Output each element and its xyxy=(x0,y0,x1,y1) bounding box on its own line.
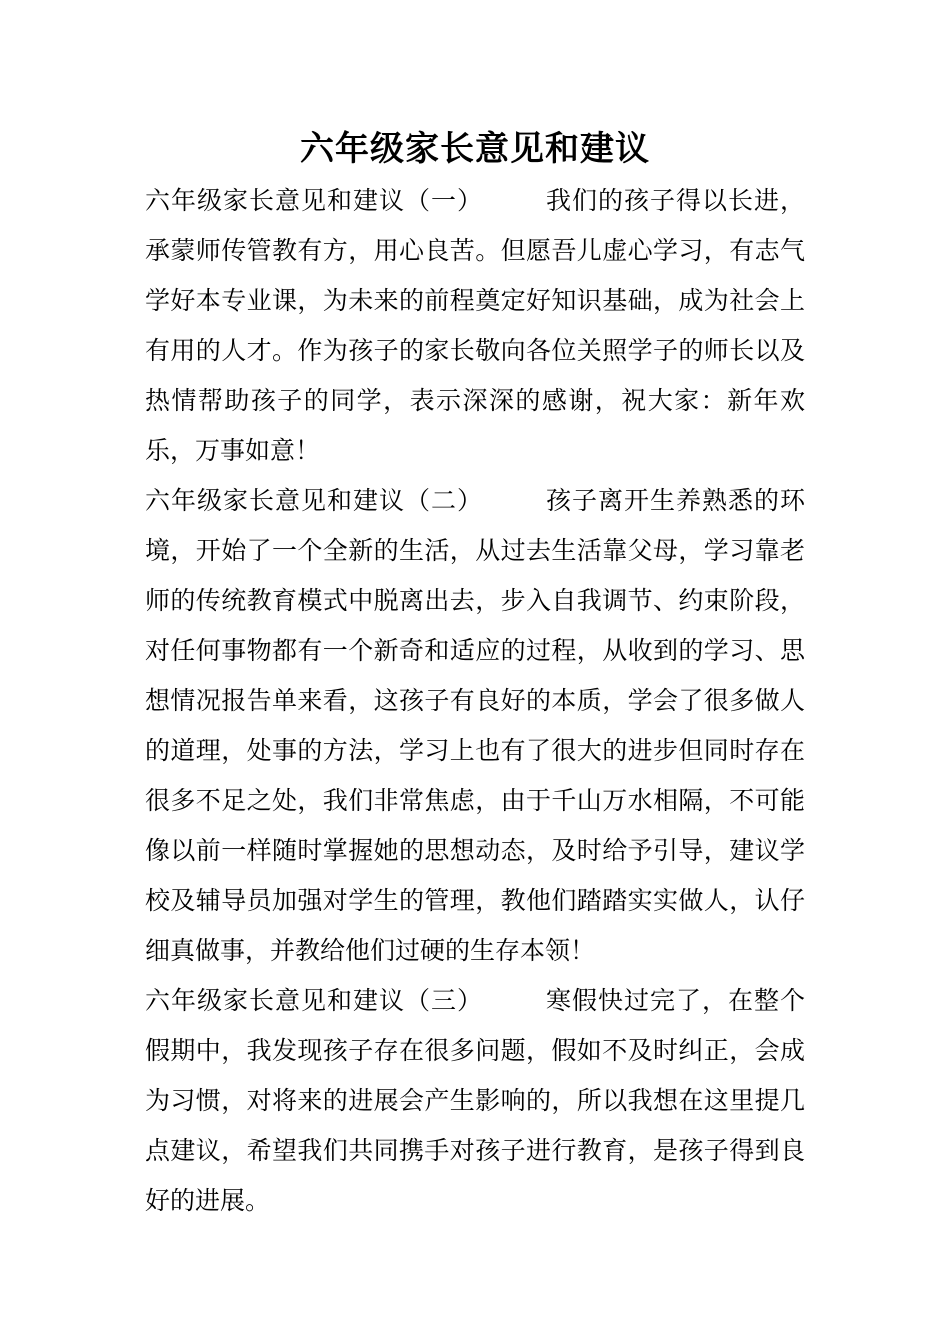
section-heading: 六年级家长意见和建议（二） xyxy=(145,486,483,515)
section-text: 孩子离开生养熟悉的环境，开始了一个全新的生活，从过去生活靠父母，学习靠老师的传统教育模式中脱离出去，步入自我调节、约束阶段，对任何事物都有一个新奇和适应的过程，从收到的学习、思想情况报告单来看，这孩子有良好的本质，学会了很多做人的道理，处事的方法，学习上也有了很大的进步但同时存在很多不足之处，我们非常焦虑，由于千山万水相隔，不可能像以前一样随时掌握她的思想动态，及时给予引导，建议学校及辅导员加强对学生的管理，教他们踏踏实实做人，认仔细真做事，并教给他们过硬的生存本领！ xyxy=(145,486,805,965)
section-one xyxy=(145,176,805,476)
section-text: 寒假快过完了，在整个假期中，我发现孩子存在很多问题，假如不及时纠正，会成为习惯，对将来的进展会产生影响的，所以我想在这里提几点建议，希望我们共同携手对孩子进行教育，是孩子得到良好的进展。 xyxy=(145,986,805,1215)
document-body xyxy=(145,176,805,1226)
section-heading: 六年级家长意见和建议（一） xyxy=(145,186,483,215)
section-two xyxy=(145,476,805,976)
document-title: 六年级家长意见和建议 xyxy=(300,129,650,169)
section-heading: 六年级家长意见和建议（三） xyxy=(145,986,483,1015)
section-text: 我们的孩子得以长进，承蒙师传管教有方，用心良苦。但愿吾儿虚心学习，有志气学好本专业课，为未来的前程奠定好知识基础，成为社会上有用的人才。作为孩子的家长敬向各位关照学子的师长以及热情帮助孩子的同学，表示深深的感谢，祝大家：新年欢乐，万事如意！ xyxy=(145,186,805,465)
section-three xyxy=(145,976,805,1226)
